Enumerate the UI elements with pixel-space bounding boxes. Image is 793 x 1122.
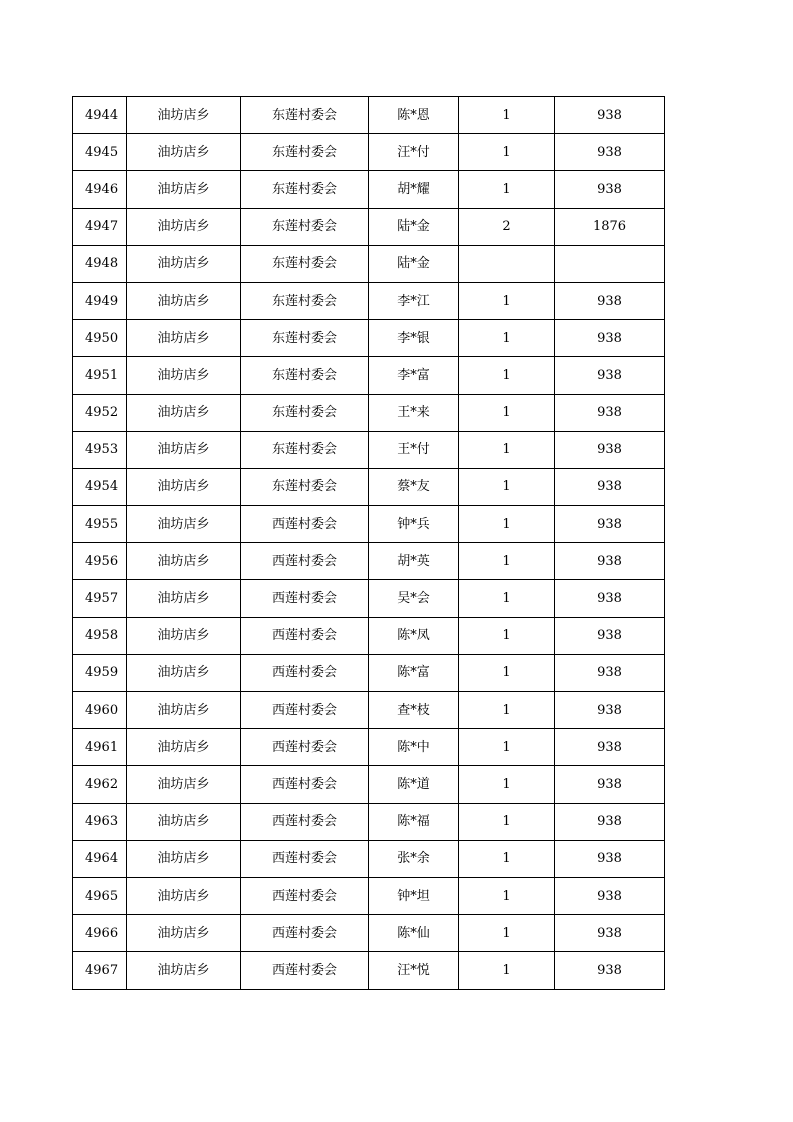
count-cell: 1: [459, 134, 555, 171]
village-committee-cell: 西莲村委会: [241, 803, 369, 840]
count-cell: [459, 245, 555, 282]
amount-cell: 938: [555, 877, 665, 914]
table-row: [73, 692, 665, 729]
count-cell: 2: [459, 208, 555, 245]
amount-cell: [555, 245, 665, 282]
person-name-cell: 李*江: [369, 282, 459, 319]
village-committee-cell: 西莲村委会: [241, 543, 369, 580]
count-cell: 1: [459, 654, 555, 691]
township-cell: 油坊店乡: [127, 171, 241, 208]
township-cell: 油坊店乡: [127, 840, 241, 877]
amount-cell: 938: [555, 134, 665, 171]
amount-cell: 938: [555, 617, 665, 654]
row-number-cell: 4967: [73, 952, 127, 989]
amount-cell: 938: [555, 282, 665, 319]
table-row: [73, 506, 665, 543]
table-row: [73, 617, 665, 654]
person-name-cell: 陈*福: [369, 803, 459, 840]
township-cell: 油坊店乡: [127, 245, 241, 282]
amount-cell: 938: [555, 543, 665, 580]
village-committee-cell: 东莲村委会: [241, 468, 369, 505]
row-number-cell: 4953: [73, 431, 127, 468]
row-number-cell: 4961: [73, 729, 127, 766]
person-name-cell: 陈*仙: [369, 915, 459, 952]
row-number-cell: 4965: [73, 877, 127, 914]
person-name-cell: 查*枝: [369, 692, 459, 729]
township-cell: 油坊店乡: [127, 394, 241, 431]
village-committee-cell: 东莲村委会: [241, 171, 369, 208]
count-cell: 1: [459, 840, 555, 877]
township-cell: 油坊店乡: [127, 729, 241, 766]
village-committee-cell: 东莲村委会: [241, 208, 369, 245]
count-cell: 1: [459, 431, 555, 468]
township-cell: 油坊店乡: [127, 692, 241, 729]
township-cell: 油坊店乡: [127, 877, 241, 914]
count-cell: 1: [459, 952, 555, 989]
village-committee-cell: 东莲村委会: [241, 97, 369, 134]
village-committee-cell: 东莲村委会: [241, 394, 369, 431]
person-name-cell: 汪*付: [369, 134, 459, 171]
township-cell: 油坊店乡: [127, 580, 241, 617]
person-name-cell: 张*余: [369, 840, 459, 877]
village-committee-cell: 西莲村委会: [241, 840, 369, 877]
table-row: [73, 803, 665, 840]
village-committee-cell: 西莲村委会: [241, 952, 369, 989]
person-name-cell: 汪*悦: [369, 952, 459, 989]
amount-cell: 938: [555, 394, 665, 431]
person-name-cell: 陈*富: [369, 654, 459, 691]
village-committee-cell: 西莲村委会: [241, 915, 369, 952]
row-number-cell: 4960: [73, 692, 127, 729]
person-name-cell: 陈*恩: [369, 97, 459, 134]
township-cell: 油坊店乡: [127, 654, 241, 691]
table-row: [73, 97, 665, 134]
person-name-cell: 王*付: [369, 431, 459, 468]
table-row: [73, 357, 665, 394]
row-number-cell: 4951: [73, 357, 127, 394]
amount-cell: 938: [555, 952, 665, 989]
row-number-cell: 4945: [73, 134, 127, 171]
count-cell: 1: [459, 729, 555, 766]
amount-cell: 938: [555, 840, 665, 877]
count-cell: 1: [459, 803, 555, 840]
amount-cell: 1876: [555, 208, 665, 245]
table-row: [73, 915, 665, 952]
township-cell: 油坊店乡: [127, 468, 241, 505]
township-cell: 油坊店乡: [127, 952, 241, 989]
count-cell: 1: [459, 97, 555, 134]
amount-cell: 938: [555, 766, 665, 803]
village-committee-cell: 东莲村委会: [241, 134, 369, 171]
township-cell: 油坊店乡: [127, 617, 241, 654]
amount-cell: 938: [555, 580, 665, 617]
person-name-cell: 吴*会: [369, 580, 459, 617]
table-row: [73, 394, 665, 431]
count-cell: 1: [459, 766, 555, 803]
township-cell: 油坊店乡: [127, 543, 241, 580]
township-cell: 油坊店乡: [127, 766, 241, 803]
row-number-cell: 4956: [73, 543, 127, 580]
village-committee-cell: 西莲村委会: [241, 766, 369, 803]
amount-cell: 938: [555, 357, 665, 394]
row-number-cell: 4944: [73, 97, 127, 134]
count-cell: 1: [459, 506, 555, 543]
village-committee-cell: 西莲村委会: [241, 617, 369, 654]
village-committee-cell: 东莲村委会: [241, 245, 369, 282]
table-row: [73, 729, 665, 766]
table-row: [73, 245, 665, 282]
row-number-cell: 4959: [73, 654, 127, 691]
subsidy-table: [72, 96, 665, 990]
village-committee-cell: 东莲村委会: [241, 320, 369, 357]
row-number-cell: 4950: [73, 320, 127, 357]
amount-cell: 938: [555, 506, 665, 543]
township-cell: 油坊店乡: [127, 803, 241, 840]
village-committee-cell: 西莲村委会: [241, 729, 369, 766]
person-name-cell: 陈*中: [369, 729, 459, 766]
count-cell: 1: [459, 171, 555, 208]
township-cell: 油坊店乡: [127, 134, 241, 171]
amount-cell: 938: [555, 171, 665, 208]
count-cell: 1: [459, 692, 555, 729]
table-row: [73, 431, 665, 468]
amount-cell: 938: [555, 654, 665, 691]
table-row: [73, 208, 665, 245]
amount-cell: 938: [555, 729, 665, 766]
township-cell: 油坊店乡: [127, 357, 241, 394]
village-committee-cell: 西莲村委会: [241, 506, 369, 543]
village-committee-cell: 西莲村委会: [241, 877, 369, 914]
village-committee-cell: 西莲村委会: [241, 692, 369, 729]
table-row: [73, 877, 665, 914]
amount-cell: 938: [555, 320, 665, 357]
township-cell: 油坊店乡: [127, 208, 241, 245]
row-number-cell: 4957: [73, 580, 127, 617]
row-number-cell: 4948: [73, 245, 127, 282]
amount-cell: 938: [555, 915, 665, 952]
row-number-cell: 4966: [73, 915, 127, 952]
table-row: [73, 134, 665, 171]
count-cell: 1: [459, 543, 555, 580]
amount-cell: 938: [555, 692, 665, 729]
table-row: [73, 952, 665, 989]
table-body: [73, 97, 665, 990]
row-number-cell: 4954: [73, 468, 127, 505]
table-row: [73, 766, 665, 803]
count-cell: 1: [459, 394, 555, 431]
row-number-cell: 4958: [73, 617, 127, 654]
village-committee-cell: 西莲村委会: [241, 580, 369, 617]
row-number-cell: 4964: [73, 840, 127, 877]
township-cell: 油坊店乡: [127, 320, 241, 357]
person-name-cell: 陆*金: [369, 245, 459, 282]
village-committee-cell: 东莲村委会: [241, 282, 369, 319]
amount-cell: 938: [555, 431, 665, 468]
row-number-cell: 4962: [73, 766, 127, 803]
township-cell: 油坊店乡: [127, 282, 241, 319]
amount-cell: 938: [555, 803, 665, 840]
village-committee-cell: 东莲村委会: [241, 357, 369, 394]
table-row: [73, 320, 665, 357]
count-cell: 1: [459, 468, 555, 505]
person-name-cell: 钟*兵: [369, 506, 459, 543]
person-name-cell: 陈*道: [369, 766, 459, 803]
table-row: [73, 282, 665, 319]
person-name-cell: 胡*英: [369, 543, 459, 580]
row-number-cell: 4955: [73, 506, 127, 543]
table-row: [73, 543, 665, 580]
person-name-cell: 钟*坦: [369, 877, 459, 914]
person-name-cell: 陆*金: [369, 208, 459, 245]
township-cell: 油坊店乡: [127, 915, 241, 952]
count-cell: 1: [459, 357, 555, 394]
table-row: [73, 654, 665, 691]
person-name-cell: 蔡*友: [369, 468, 459, 505]
count-cell: 1: [459, 282, 555, 319]
township-cell: 油坊店乡: [127, 506, 241, 543]
count-cell: 1: [459, 617, 555, 654]
row-number-cell: 4952: [73, 394, 127, 431]
village-committee-cell: 西莲村委会: [241, 654, 369, 691]
person-name-cell: 李*富: [369, 357, 459, 394]
person-name-cell: 李*银: [369, 320, 459, 357]
person-name-cell: 陈*凤: [369, 617, 459, 654]
count-cell: 1: [459, 320, 555, 357]
count-cell: 1: [459, 877, 555, 914]
village-committee-cell: 东莲村委会: [241, 431, 369, 468]
row-number-cell: 4963: [73, 803, 127, 840]
person-name-cell: 胡*耀: [369, 171, 459, 208]
row-number-cell: 4946: [73, 171, 127, 208]
table-row: [73, 580, 665, 617]
township-cell: 油坊店乡: [127, 97, 241, 134]
row-number-cell: 4949: [73, 282, 127, 319]
count-cell: 1: [459, 580, 555, 617]
amount-cell: 938: [555, 468, 665, 505]
township-cell: 油坊店乡: [127, 431, 241, 468]
amount-cell: 938: [555, 97, 665, 134]
table-row: [73, 468, 665, 505]
table-row: [73, 171, 665, 208]
table-row: [73, 840, 665, 877]
person-name-cell: 王*来: [369, 394, 459, 431]
count-cell: 1: [459, 915, 555, 952]
row-number-cell: 4947: [73, 208, 127, 245]
